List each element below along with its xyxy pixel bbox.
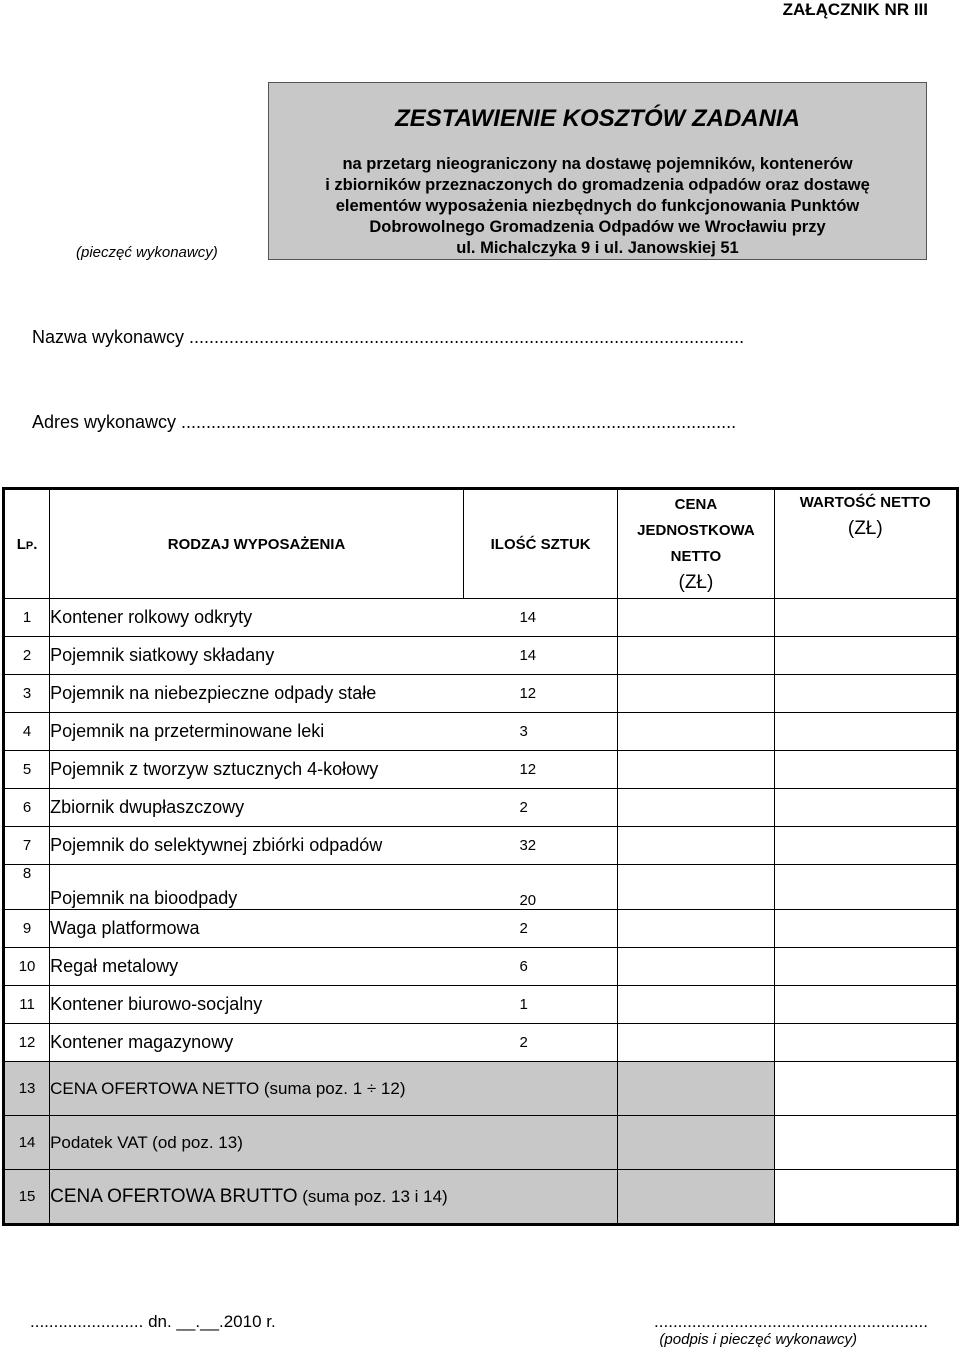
table-row [4, 986, 958, 1024]
net-value-cell[interactable] [774, 986, 957, 1024]
unit-price-cell[interactable] [618, 713, 774, 751]
subtitle-line: elementów wyposażenia niezbędnych do funkcjonowania Punktów [335, 197, 860, 215]
header-qty: ILOŚĆ SZTUK [463, 489, 617, 599]
net-value-cell[interactable] [774, 910, 957, 948]
header-type: RODZAJ WYPOSAŻENIA [50, 489, 464, 599]
row-item-name: Kontener biurowo-socjalny [50, 986, 464, 1024]
unit-price-cell[interactable] [618, 789, 774, 827]
unit-price-cell[interactable] [618, 599, 774, 637]
unit-price-cell[interactable] [618, 865, 774, 910]
row-item-name: Zbiornik dwupłaszczowy [50, 789, 464, 827]
row-lp: 7 [4, 827, 50, 865]
unit-price-cell[interactable] [618, 948, 774, 986]
contractor-name-field[interactable]: Nazwa wykonawcy ............................................................................................................... [32, 327, 745, 347]
header-price-line: JEDNOSTKOWA [637, 522, 755, 539]
row-quantity: 32 [463, 827, 617, 865]
net-value-cell[interactable] [774, 637, 957, 675]
summary-label [50, 1170, 618, 1225]
row-quantity: 1 [463, 986, 617, 1024]
row-lp: 8 [4, 865, 50, 910]
header-price-line: CENA [674, 496, 718, 513]
header-value-unit: (ZŁ) [847, 518, 883, 539]
header-price-line: NETTO [670, 548, 722, 565]
row-lp: 13 [4, 1062, 50, 1116]
subtitle-line: ul. Michalczyka 9 i ul. Janowskiej 51 [456, 239, 739, 257]
unit-price-cell[interactable] [618, 751, 774, 789]
table-row [4, 910, 958, 948]
header-lp: Lp. [4, 489, 50, 599]
row-item-name: Pojemnik na bioodpady [50, 865, 464, 910]
net-value-cell[interactable] [774, 713, 957, 751]
summary-label-note: (suma poz. 13 i 14) [297, 1186, 448, 1206]
row-quantity: 2 [463, 789, 617, 827]
table-row [4, 637, 958, 675]
row-lp: 10 [4, 948, 50, 986]
row-item-name: Regał metalowy [50, 948, 464, 986]
table-row [4, 948, 958, 986]
summary-label-main: CENA OFERTOWA BRUTTO [50, 1185, 298, 1207]
net-value-cell[interactable] [774, 865, 957, 910]
row-lp: 15 [4, 1170, 50, 1225]
header-unit-price [618, 489, 774, 599]
summary-label: CENA OFERTOWA NETTO (suma poz. 1 ÷ 12) [50, 1062, 618, 1116]
table-row [4, 713, 958, 751]
table-row [4, 675, 958, 713]
annex-label: ZAŁĄCZNIK NR III [782, 0, 928, 19]
row-lp: 4 [4, 713, 50, 751]
row-lp: 9 [4, 910, 50, 948]
row-quantity: 14 [463, 599, 617, 637]
page-title: ZESTAWIENIE KOSZTÓW ZADANIA [395, 105, 800, 132]
row-item-name: Pojemnik do selektywnej zbiórki odpadów [50, 827, 464, 865]
row-lp: 14 [4, 1116, 50, 1170]
unit-price-cell[interactable] [618, 910, 774, 948]
row-lp: 12 [4, 1024, 50, 1062]
table-header-row [4, 489, 958, 599]
contractor-address-field[interactable]: Adres wykonawcy ............................................................................................................... [32, 412, 737, 432]
unit-price-cell[interactable] [618, 675, 774, 713]
row-item-name: Pojemnik na przeterminowane leki [50, 713, 464, 751]
row-quantity: 12 [463, 675, 617, 713]
signature-label: (podpis i pieczęć wykonawcy) [659, 1331, 857, 1348]
row-quantity: 6 [463, 948, 617, 986]
table-row [4, 865, 958, 910]
row-item-name: Kontener rolkowy odkryty [50, 599, 464, 637]
table-row [4, 789, 958, 827]
row-quantity: 2 [463, 1024, 617, 1062]
net-value-cell[interactable] [774, 827, 957, 865]
table-row [4, 599, 958, 637]
date-line[interactable]: ........................ dn. __.__.2010 r. [30, 1312, 276, 1331]
summary-gray-cell [618, 1170, 774, 1225]
row-lp: 11 [4, 986, 50, 1024]
row-quantity: 2 [463, 910, 617, 948]
summary-row-gross [4, 1170, 958, 1225]
unit-price-cell[interactable] [618, 637, 774, 675]
header-net-value [774, 489, 957, 599]
summary-gray-cell [618, 1062, 774, 1116]
unit-price-cell[interactable] [618, 986, 774, 1024]
cost-table [2, 487, 959, 1226]
summary-gray-cell [618, 1116, 774, 1170]
net-total-cell[interactable] [774, 1062, 957, 1116]
row-item-name: Pojemnik na niebezpieczne odpady stałe [50, 675, 464, 713]
title-box [268, 82, 927, 260]
row-lp: 2 [4, 637, 50, 675]
table-row [4, 751, 958, 789]
row-quantity: 3 [463, 713, 617, 751]
unit-price-cell[interactable] [618, 1024, 774, 1062]
row-item-name: Pojemnik siatkowy składany [50, 637, 464, 675]
subtitle-line: na przetarg nieograniczony na dostawę pojemników, kontenerów [342, 155, 853, 173]
row-quantity: 20 [463, 865, 617, 910]
subtitle-line: Dobrowolnego Gromadzenia Odpadów we Wrocławiu przy [369, 218, 826, 236]
row-item-name: Waga platformowa [50, 910, 464, 948]
header-value-label: WARTOŚĆ NETTO [799, 494, 931, 511]
net-value-cell[interactable] [774, 948, 957, 986]
summary-row-vat [4, 1116, 958, 1170]
row-item-name: Pojemnik z tworzyw sztucznych 4-kołowy [50, 751, 464, 789]
row-item-name: Kontener magazynowy [50, 1024, 464, 1062]
net-value-cell[interactable] [774, 675, 957, 713]
summary-label: Podatek VAT (od poz. 13) [50, 1116, 618, 1170]
net-value-cell[interactable] [774, 1024, 957, 1062]
net-value-cell[interactable] [774, 599, 957, 637]
stamp-label: (pieczęć wykonawcy) [76, 244, 218, 261]
row-lp: 6 [4, 789, 50, 827]
row-quantity: 14 [463, 637, 617, 675]
gross-total-cell[interactable] [774, 1170, 957, 1225]
table-row [4, 1024, 958, 1062]
title-subtitle [269, 154, 926, 259]
net-value-cell[interactable] [774, 789, 957, 827]
net-value-cell[interactable] [774, 751, 957, 789]
header-price-unit: (ZŁ) [678, 572, 714, 593]
row-lp: 1 [4, 599, 50, 637]
unit-price-cell[interactable] [618, 827, 774, 865]
vat-total-cell[interactable] [774, 1116, 957, 1170]
row-lp: 3 [4, 675, 50, 713]
subtitle-line: i zbiorników przeznaczonych do gromadzenia odpadów oraz dostawę [325, 176, 870, 194]
table-row [4, 827, 958, 865]
summary-row-net [4, 1062, 958, 1116]
row-lp: 5 [4, 751, 50, 789]
signature-line[interactable]: .......................................................... [654, 1312, 928, 1331]
row-quantity: 12 [463, 751, 617, 789]
